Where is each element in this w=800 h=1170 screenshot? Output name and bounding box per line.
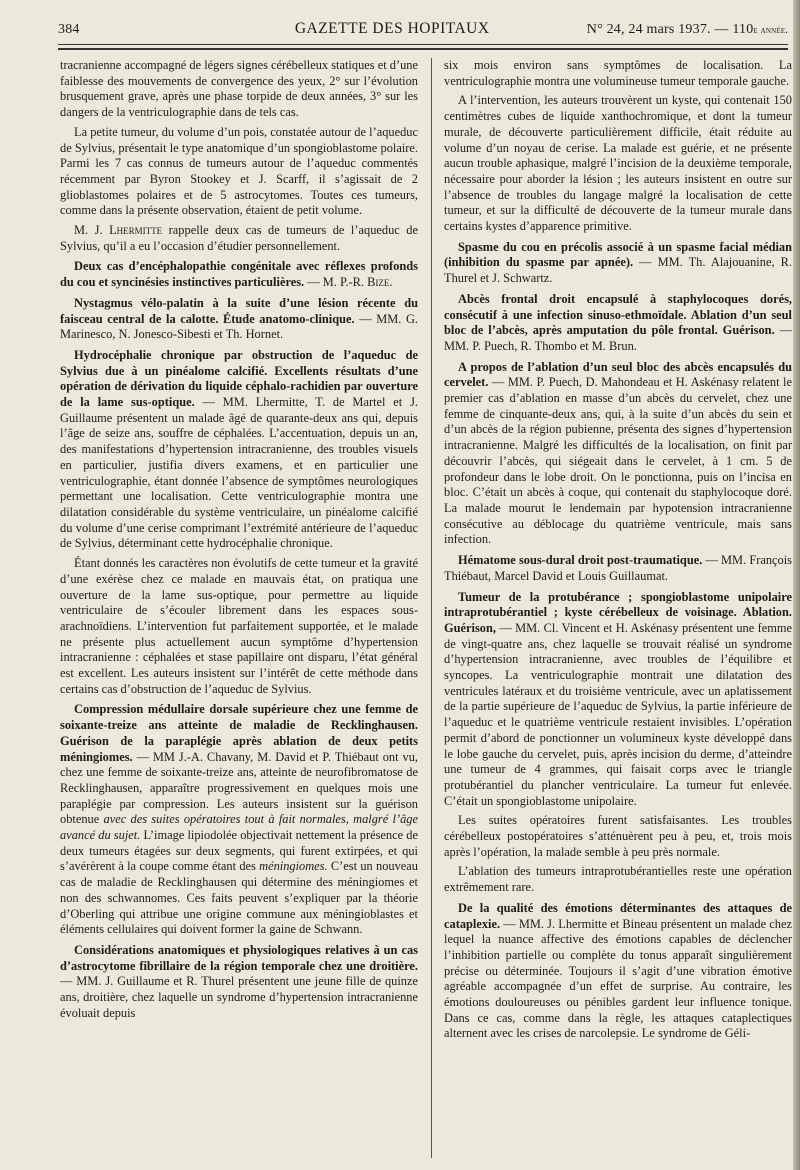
paragraph: A l’intervention, les auteurs trouvèrent un kyste, qui contenait 150 centimètres cubes de liquide xanthochromique, et dont la tumeur murale, de découverte particulièrement difficile, était réduite au volume d’un noyau de cerise. La malade est guérie, et ne présente aucun trouble aphasique, malgré l’incision de la deuxième temporale, nécessaire pour aborder la lésion ; les auteurs insistent en outre sur l’absence de troubles du langage malgré la localisation de cette tumeur, et sur la difficulté de découverte de la tumeur murale dans certains kystes d’apparence primitive.	[444, 93, 792, 234]
entry-authors: — MM. G. Marinesco, N. Jonesco-Sibesti et Th. Hornet.	[60, 311, 418, 342]
issue-date: N° 24, 24 mars 1937. — 110	[586, 22, 754, 37]
entry-title: Deux cas d’encéphalopathie congénitale avec réflexes profonds du cou et syncinésies instinctives particulières.	[60, 259, 418, 290]
column-divider	[431, 58, 432, 1158]
issue-year-suffix: e année.	[753, 25, 788, 36]
entry-title: Compression médullaire dorsale supérieure chez une femme de soixante-treize ans atteinte de maladie de Recklinghausen. Guérison de la paraplégie après ablation de deux petits méningiomes.	[60, 702, 418, 764]
communication-entry	[444, 901, 792, 1042]
communication-entry: Deux cas d’encéphalopathie congénitale avec réflexes profonds du cou et syncinésies instinctives particulières. — M. P.-R. Bize.	[60, 259, 418, 290]
entry-title: Tumeur de la protubérance ; spongioblastome unipolaire intraprotubérantiel ; kyste cérébelleux de voisinage. Ablation. Guérison,	[444, 589, 792, 635]
entry-title: Abcès frontal droit encapsulé à staphylocoques dorés, consécutif à une infection sinuso-ethmoïdale. Ablation d’un seul bloc de l’abcès, après amputation du pôle frontal. Guérison.	[444, 291, 792, 338]
entry-body: — MM. P. Puech, D. Mahondeau et H. Askénasy relatent le premier cas d’ablation en masse d’un abcès du cervelet, chez une femme de cinquante-deux ans, qui, à la suite d’un abcès du sein et d’un abcès de la région pubienne, présenta des signes d’hypertension intracranienne. Malgré les difficultés de la localisation, on finit par découvrir l’abcès, qui siégeait dans le cervelet, à 1 cm. 5 de profondeur dans le lobe droit. On le ponctionna, puis on l’incisa en bloc. C’était un abcès à coque, qui contenait du staphylocoque doré. La malade mourut le lendemain par hypotension intracranienne consécutive au déblocage du quatrième ventricule, mais sans infection.	[444, 375, 792, 547]
entry-body: — MM J.-A. Chavany, M. David et P. Thiébaut ont vu, chez une femme de soixante-treize ans, atteinte de neurofibromatose de Recklinghausen, apparaître progressivement en quelques mois une paraplégie par compression. Les auteurs insistent sur la guérison obtenue	[60, 749, 418, 827]
right-column	[444, 58, 792, 1158]
paragraph: Étant donnés les caractères non évolutifs de cette tumeur et la gravité d’une exérèse chez ce malade en mauvais état, on pratiqua une ouverture de la lame sus-optique, pour permettre au liquide ventriculaire de s’écouler librement dans les espaces sous-arachnoïdiens. L’intervention fut parfaitement supportée, et le malade ne présente plus actuellement aucun symptôme d’hypertension intracranienne : céphalées et stase papillaire ont disparu, l’état général est excellent. Les auteurs insistent sur l’intérêt de cette méthode dans certains cas d’obstruction de l’aqueduc de Sylvius.	[60, 556, 418, 696]
binding-edge	[793, 0, 800, 1170]
left-column	[60, 58, 418, 1158]
paragraph: tracranienne accompagné de légers signes cérébelleux statiques et d’une faiblesse des mouvements de convergence des yeux, 2° sur l’évolution brusquement grave, après une phase torpide de deux années, 3° sur les dangers de la ventriculographie dans de tels cas.	[60, 58, 418, 120]
entry-title: Hydrocéphalie chronique par obstruction de l’aqueduc de Sylvius due à un pinéalome calcifié. Excellents résultats d’une opération de dérivation du liquide céphalo-rachidien par ouverture de la lame sus-optique.	[60, 347, 418, 410]
entry-authors: — MM. Th. Alajouanine, R. Thurel et J. Schwartz.	[444, 255, 792, 286]
issue-line	[587, 22, 788, 38]
communication-entry	[60, 943, 418, 1022]
communication-entry: Compression médullaire dorsale supérieure chez une femme de soixante-treize ans atteinte de maladie de Recklinghausen. Guérison de la paraplégie après ablation de deux petits méningiomes. — MM J.-A. Chavany, M. David et P. Thiébaut ont vu, chez une femme de soixante-treize ans, atteinte de neurofibromatose de Recklinghausen, apparaître progressivement en quelques mois une paraplégie par compression. Les auteurs insistent sur la guérison obtenue avec des suites opératoires tout à fait normales, malgré l’âge avancé du sujet. L’image lipiodolée objectivait nettement la présence de deux tumeurs étagées sur deux segments, qui furent extirpées, et qui s’avérèrent à la coupe comme étant des méningiomes. C’est un nouveau cas de maladie de Recklinghausen qui détermine des méningiomes et non des schwannomes. Ces faits peuvent s’expliquer par la théorie d’Oberling qui attribue une origine commune aux méningioblastes et éléments cellulaires qui doivent former la gaine de Schwann.	[60, 702, 418, 937]
paragraph: La petite tumeur, du volume d’un pois, constatée autour de l’aqueduc de Sylvius, présentait le type anatomique d’un spongioblastome polaire. Parmi les 7 cas connus de tumeurs autour de l’aqueduc commentés récemment par Byron Stookey et J. Scarff, il s’agissait de 2 glioblastomes polaires et de 5 astrocytomes. Toutes ces tumeurs, comme dans la présente observation, étaient de petit volume.	[60, 124, 418, 218]
entry-authors: — MM. P. Puech, R. Thombo et M. Brun.	[444, 323, 792, 353]
page-header	[58, 20, 788, 40]
entry-authors: — MM. François Thiébaut, Marcel David et Louis Guillaumat.	[444, 553, 792, 583]
communication-entry	[60, 296, 418, 343]
entry-body: — MM. J. Guillaume et R. Thurel présentent une jeune fille de quinze ans, droitière, chez laquelle un syndrome d’hypertension intracranienne évoluait depuis	[60, 974, 418, 1020]
communication-entry	[444, 240, 792, 287]
communication-entry	[444, 553, 792, 584]
entry-title: De la qualité des émotions déterminantes des attaques de cataplexie.	[444, 900, 792, 931]
header-rule-thin	[58, 44, 788, 45]
author-name: Bize.	[367, 275, 393, 290]
entry-body: — MM. J. Lhermitte et Bineau présentent un malade chez lequel la nuance affective des émotions capables de déclencher l’inhibition partielle ou complète du tonus apparaît singulièrement précise ou déterminée. Toujours il s’agit d’une vibration émotive agréable accompagnée d’un effet de surprise. Au contraire, les émotions douloureuses ou pénibles gardent leur influence tonique. Dans ce cas, comme dans la règle, les attaques cataplectiques alternent avec les crises de narcolepsie. Le syndrome de Géli-	[444, 916, 792, 1041]
entry-title: Nystagmus vélo-palatin à la suite d’une lésion récente du faisceau central de la calotte. Étude anatomo-clinique.	[60, 295, 418, 326]
communication-entry	[60, 348, 418, 552]
entry-title: Considérations anatomiques et physiologiques relatives à un cas d’astrocytome fibrillaire de la région temporale chez une droitière.	[60, 942, 418, 973]
paragraph: L’ablation des tumeurs intraprotubérantielles reste une opération extrêmement rare.	[444, 864, 792, 895]
entry-title: A propos de l’ablation d’un seul bloc des abcès encapsulés du cervelet.	[444, 359, 792, 390]
entry-body: — MM. Lhermitte, T. de Martel et J. Guillaume présentent un malade âgé de quarante-deux ans qui, depuis l’âge de seize ans, souffre de céphalées. L’accentuation, depuis un an, des manifestations d’hypertension intracranienne, des troubles visuels en particulier, justifia divers examens, et en particulier une ventriculographie, étant donnée l’absence de symptômes neurologiques permettant une localisation. Cette ventriculographie montra une dilatation considérable du système ventriculaire, un pinéalome calcifié du volume d’une cerise comprimant l’extrémité antérieure de l’aqueduc de Sylvius, déterminant cette hydrocéphalie chronique.	[60, 395, 418, 551]
entry-title: Hématome sous-dural droit post-traumatique.	[458, 553, 703, 568]
paragraph: six mois environ sans symptômes de localisation. La ventriculographie montra une volumineuse tumeur temporale gauche.	[444, 58, 792, 88]
paragraph: Les suites opératoires furent satisfaisantes. Les troubles cérébelleux postopératoires s’atténuèrent peu à peu, et, trois mois après l’opération, la malade semble à peu près normale.	[444, 813, 792, 859]
communication-entry	[444, 360, 792, 548]
page-number: 384	[58, 22, 80, 37]
entry-title: Spasme du cou en précolis associé à un spasme facial médian (inhibition du spasme par apnée).	[444, 239, 792, 270]
journal-title: GAZETTE DES HOPITAUX	[294, 20, 490, 37]
header-rule-thick	[58, 48, 788, 50]
communication-entry	[444, 292, 792, 355]
communication-entry	[444, 590, 792, 810]
paragraph: M. J. Lhermitte rappelle deux cas de tumeurs de l’aqueduc de Sylvius, qu’il a eu l’occasion d’étudier personnellement.	[60, 223, 418, 253]
entry-body: — MM. Cl. Vincent et H. Askénasy présentent une femme de vingt-quatre ans, chez laquelle se trouvait réalisé un syndrome d’hypertension intracranienne, avec troubles de l’équilibre et syncopes. La ventriculographie montrait une dilatation des ventricules latéraux et du troisième ventricule, avec un aplatissement de la partie supérieure de l’aqueduc de Sylvius, la partie inférieure de l’aqueduc et le quatrième ventricule restaient invisibles. L’opération permit d’abord de ponctionner un volumineux kyste développé dans le lobe gauche du cervelet, puis, après incision du derme, d’atteindre une tumeur de 4 grammes, qui faisait corps avec le triangle protubérantiel du plancher ventriculaire. La tumeur fut enlevée. C’était un spongioblastome unipolaire.	[444, 620, 792, 808]
author-name: Lhermitte	[109, 223, 163, 238]
